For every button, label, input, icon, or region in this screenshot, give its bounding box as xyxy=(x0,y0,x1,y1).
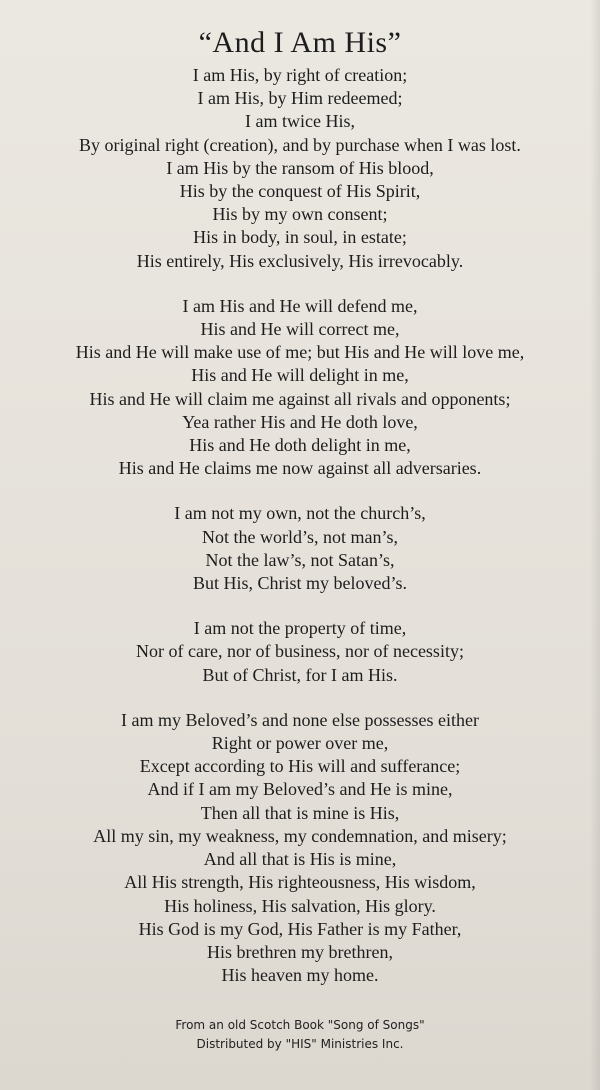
poem-line: I am twice His, xyxy=(245,111,355,132)
poem-line: But His, Christ my beloved’s. xyxy=(192,573,407,594)
poem-line: His by the conquest of His Spirit, xyxy=(179,181,421,202)
poem-line: His by my own consent; xyxy=(212,204,388,225)
poem-line: His God is my God, His Father is my Father, xyxy=(138,918,462,939)
source-credit: From an old Scotch Book "Song of Songs" xyxy=(175,1018,425,1032)
poem-line: I am His, by Him redeemed; xyxy=(197,88,403,109)
poem-line: His and He doth delight in me, xyxy=(189,435,411,456)
poem-line: Then all that is mine is His, xyxy=(200,802,400,823)
poem-line: Not the world’s, not man’s, xyxy=(202,526,398,547)
poem-line: His entirely, His exclusively, His irrevocably. xyxy=(136,250,464,271)
stanza-divider xyxy=(0,273,600,295)
poem-line: Nor of care, nor of business, nor of necessity; xyxy=(136,641,464,662)
poem-line: By original right (creation), and by purchase when I was lost. xyxy=(79,134,521,155)
poem-line: His and He will claim me against all rivals and opponents; xyxy=(89,388,511,409)
poem-attribution xyxy=(0,1016,600,1054)
stanza-4 xyxy=(0,617,600,687)
poem-line: His holiness, His salvation, His glory. xyxy=(164,895,436,916)
stanza-divider xyxy=(0,480,600,502)
poem-line: His and He will make use of me; but His and He will love me, xyxy=(75,342,525,363)
poem-line: His and He will correct me, xyxy=(200,319,400,340)
poem-line: His and He will delight in me, xyxy=(191,365,409,386)
poem-line: I am His, by right of creation; xyxy=(192,65,408,85)
stanza-1 xyxy=(0,64,600,273)
poem-line: I am not my own, not the church’s, xyxy=(174,503,426,524)
poem-line: And if I am my Beloved’s and He is mine, xyxy=(147,779,453,800)
poem-line: And all that is His is mine, xyxy=(203,849,397,870)
poem-line: Right or power over me, xyxy=(211,733,389,754)
stanza-2 xyxy=(0,295,600,481)
distributor-credit: Distributed by "HIS" Ministries Inc. xyxy=(196,1037,404,1051)
stanza-divider xyxy=(0,687,600,709)
stanza-3 xyxy=(0,502,600,595)
poem-line: Not the law’s, not Satan’s, xyxy=(205,549,395,570)
poem-line: His and He claims me now against all adversaries. xyxy=(118,458,482,479)
stanza-5 xyxy=(0,709,600,987)
poem-line: All my sin, my weakness, my condemnation, and misery; xyxy=(93,825,507,846)
poem-line: Except according to His will and sufferance; xyxy=(139,756,461,777)
poem-line: Yea rather His and He doth love, xyxy=(182,411,418,432)
poem-line: His in body, in soul, in estate; xyxy=(193,227,407,248)
poem-line: I am my Beloved’s and none else possesses either xyxy=(121,709,479,730)
poem-line: I am His and He will defend me, xyxy=(182,295,418,316)
poem-line: His brethren my brethren, xyxy=(207,941,393,962)
poem-line: His heaven my home. xyxy=(221,965,379,986)
poem-line: But of Christ, for I am His. xyxy=(202,664,398,685)
poem-line: All His strength, His righteousness, His wisdom, xyxy=(124,872,476,893)
poem-line: I am not the property of time, xyxy=(193,618,407,639)
poem-line: I am His by the ransom of His blood, xyxy=(166,157,434,178)
poem-title: “And I Am His” xyxy=(198,26,402,59)
stanza-divider xyxy=(0,595,600,617)
